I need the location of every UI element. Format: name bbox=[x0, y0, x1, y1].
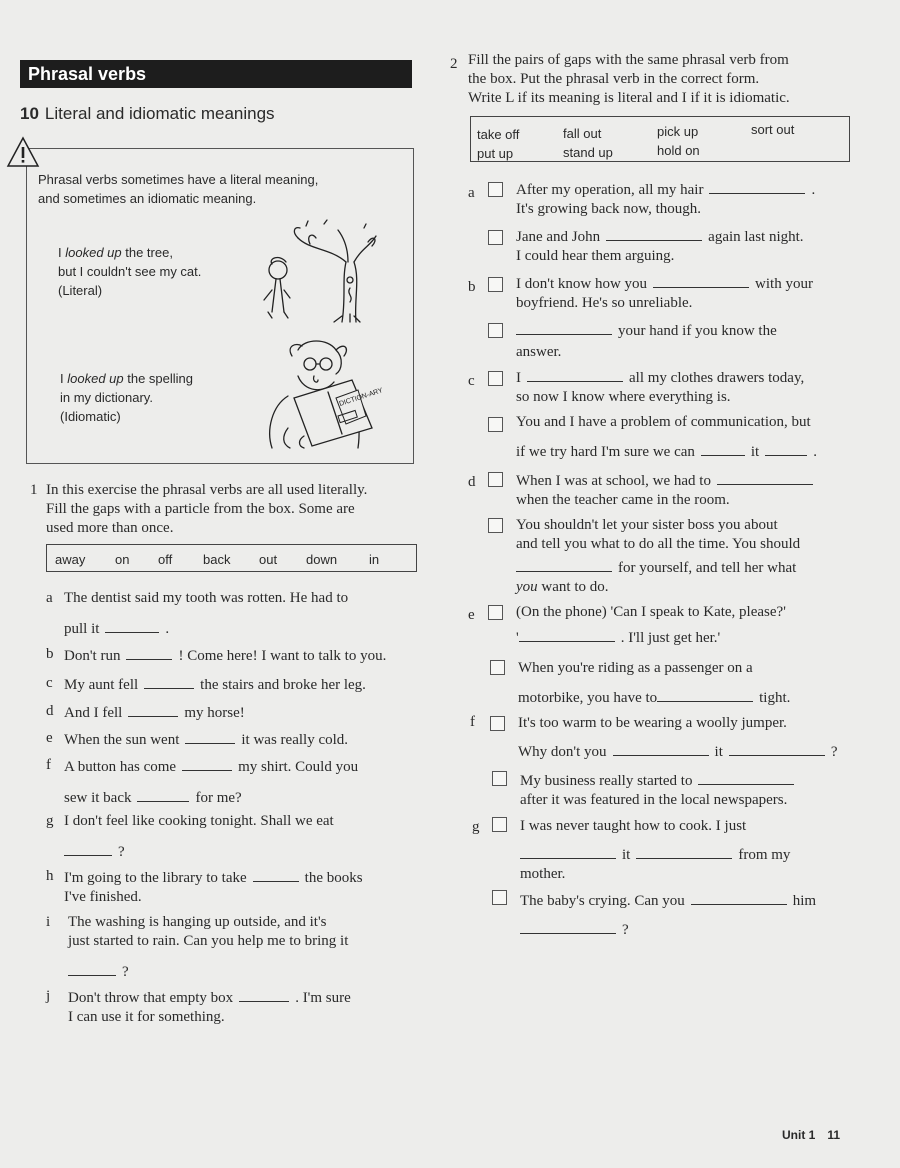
item-text: ? bbox=[830, 744, 838, 760]
answer-blank[interactable] bbox=[253, 867, 299, 882]
ex1-item-d bbox=[46, 702, 245, 723]
item-text: (On the phone) 'Can I speak to Kate, please?' bbox=[516, 604, 786, 620]
answer-blank[interactable] bbox=[653, 273, 749, 288]
ex1-instruction-line-2: Fill the gaps with a particle from the box. Some are bbox=[46, 501, 355, 517]
example-1-line-2: but I couldn't see my cat. bbox=[58, 264, 202, 279]
example-2-post: the spelling bbox=[123, 371, 194, 386]
example-2-pre: I bbox=[60, 371, 68, 386]
item-letter: i bbox=[46, 914, 51, 930]
item-letter: g bbox=[472, 819, 480, 835]
unit-label: Unit 1 bbox=[782, 1128, 816, 1142]
item-letter: a bbox=[46, 590, 53, 606]
item-text: . I'm sure bbox=[295, 990, 351, 1006]
item-letter: e bbox=[468, 607, 475, 623]
answer-checkbox[interactable] bbox=[490, 716, 505, 731]
item-text: I don't know how you bbox=[516, 276, 648, 292]
answer-blank[interactable] bbox=[613, 741, 709, 756]
example-1-label: (Literal) bbox=[58, 283, 103, 298]
info-intro-line-2: and sometimes an idiomatic meaning. bbox=[38, 191, 257, 206]
ex2-item-d-1 bbox=[516, 470, 819, 510]
answer-blank[interactable] bbox=[64, 841, 112, 856]
ex2-item-g-1 bbox=[520, 817, 790, 884]
example-2-line-2: in my dictionary. bbox=[60, 390, 153, 405]
item-text: And I fell bbox=[64, 705, 123, 721]
item-text: I could hear them arguing. bbox=[516, 248, 675, 264]
word-option: pick up bbox=[657, 124, 699, 139]
item-letter: b bbox=[46, 646, 54, 662]
example-1-verb: looked up bbox=[65, 245, 122, 260]
info-intro bbox=[38, 170, 378, 208]
item-text: it was really cold. bbox=[241, 732, 349, 748]
answer-blank[interactable] bbox=[105, 618, 159, 633]
ex1-item-i bbox=[46, 913, 348, 982]
item-text: for yourself, and tell her what bbox=[618, 560, 797, 576]
answer-blank[interactable] bbox=[527, 367, 623, 382]
answer-blank[interactable] bbox=[606, 226, 702, 241]
info-intro-line-1: Phrasal verbs sometimes have a literal meaning, bbox=[38, 172, 319, 187]
answer-blank[interactable] bbox=[701, 441, 745, 456]
item-text: want to do. bbox=[537, 579, 609, 595]
item-text: you bbox=[516, 579, 538, 595]
ex2-instruction-line-2: the box. Put the phrasal verb in the correct form. bbox=[468, 71, 760, 87]
item-text: The dentist said my tooth was rotten. He had to bbox=[64, 590, 349, 606]
ex1-instruction-line-3: used more than once. bbox=[46, 520, 174, 536]
ex2-item-e-1 bbox=[516, 603, 786, 648]
example-2-verb: looked up bbox=[67, 371, 124, 386]
ex1-item-g bbox=[46, 812, 334, 862]
item-letter: e bbox=[46, 730, 53, 746]
answer-blank[interactable] bbox=[516, 557, 612, 572]
word-option: in bbox=[369, 552, 380, 567]
item-letter: b bbox=[468, 279, 476, 295]
item-text: It's too warm to be wearing a woolly jumper. bbox=[518, 715, 787, 731]
ex2-item-f-2 bbox=[520, 770, 800, 810]
item-letter: j bbox=[46, 988, 51, 1004]
answer-blank[interactable] bbox=[698, 770, 794, 785]
item-text: my shirt. Could you bbox=[238, 759, 359, 775]
answer-checkbox[interactable] bbox=[488, 417, 503, 432]
ex1-item-a bbox=[46, 589, 348, 639]
answer-blank[interactable] bbox=[691, 890, 787, 905]
example-1-post: the tree, bbox=[121, 245, 173, 260]
ex1-item-j bbox=[46, 987, 351, 1027]
example-literal bbox=[58, 243, 201, 300]
answer-blank[interactable] bbox=[765, 441, 807, 456]
item-text: the books bbox=[304, 870, 363, 886]
item-text: When you're riding as a passenger on a bbox=[518, 660, 753, 676]
item-text: boyfriend. He's so unreliable. bbox=[516, 295, 693, 311]
page-number: 11 bbox=[827, 1128, 841, 1142]
warning-icon bbox=[6, 136, 40, 173]
word-option: out bbox=[259, 552, 278, 567]
answer-blank[interactable] bbox=[636, 844, 732, 859]
item-text: The washing is hanging up outside, and it's bbox=[68, 914, 327, 930]
example-idiomatic bbox=[60, 369, 193, 426]
ex2-instruction bbox=[450, 51, 850, 108]
word-option: on bbox=[115, 552, 130, 567]
item-letter: d bbox=[468, 474, 476, 490]
answer-checkbox[interactable] bbox=[488, 605, 503, 620]
dictionary-cartoon-illustration bbox=[258, 336, 384, 459]
ex2-word-box bbox=[470, 116, 850, 162]
ex2-item-e-2 bbox=[518, 659, 790, 708]
answer-blank[interactable] bbox=[516, 320, 612, 335]
item-text: it bbox=[750, 444, 760, 460]
item-text: your hand if you know the bbox=[618, 323, 777, 339]
word-option: stand up bbox=[563, 145, 613, 160]
item-text: When the sun went bbox=[64, 732, 180, 748]
item-letter: h bbox=[46, 868, 54, 884]
item-text: It's growing back now, though. bbox=[516, 201, 702, 217]
answer-checkbox[interactable] bbox=[492, 890, 507, 905]
ex1-item-c bbox=[46, 674, 366, 695]
item-letter: a bbox=[468, 185, 475, 201]
answer-blank[interactable] bbox=[68, 961, 116, 976]
item-text: ! Come here! I want to talk to you. bbox=[178, 648, 387, 664]
ex1-instruction-line-1: In this exercise the phrasal verbs are all used literally. bbox=[46, 482, 368, 498]
answer-blank[interactable] bbox=[657, 687, 753, 702]
item-text: ' bbox=[516, 630, 519, 646]
chapter-title: Phrasal verbs bbox=[28, 64, 147, 84]
item-text: all my clothes drawers today, bbox=[629, 370, 805, 386]
item-text: from my bbox=[738, 847, 791, 863]
item-text: again last night. bbox=[708, 229, 804, 245]
ex2-item-d-2 bbox=[516, 516, 800, 597]
item-text: just started to rain. Can you help me to bring it bbox=[68, 933, 349, 949]
word-option: hold on bbox=[657, 143, 700, 158]
page-footer bbox=[782, 1128, 840, 1142]
answer-checkbox[interactable] bbox=[488, 277, 503, 292]
item-text: answer. bbox=[516, 344, 562, 360]
item-text: tight. bbox=[759, 690, 791, 706]
ex2-item-c-2 bbox=[516, 413, 817, 462]
example-1-pre: I bbox=[58, 245, 66, 260]
answer-checkbox[interactable] bbox=[488, 182, 503, 197]
item-text: I'm going to the library to take bbox=[64, 870, 247, 886]
item-text: him bbox=[792, 893, 817, 909]
item-text: it bbox=[714, 744, 723, 760]
ex1-item-b bbox=[46, 645, 386, 666]
answer-blank[interactable] bbox=[709, 179, 805, 194]
ex1-item-h bbox=[46, 867, 363, 907]
answer-checkbox[interactable] bbox=[490, 660, 505, 675]
item-text: When I was at school, we had to bbox=[516, 473, 711, 489]
word-option: away bbox=[55, 552, 86, 567]
answer-blank[interactable] bbox=[128, 702, 178, 717]
item-letter: g bbox=[46, 813, 54, 829]
item-text: A button has come bbox=[64, 759, 177, 775]
answer-checkbox[interactable] bbox=[488, 230, 503, 245]
item-letter: c bbox=[46, 675, 53, 691]
word-option: fall out bbox=[563, 126, 602, 141]
answer-checkbox[interactable] bbox=[488, 518, 503, 533]
item-text: Why don't you bbox=[518, 744, 607, 760]
item-text: I can use it for something. bbox=[68, 1009, 225, 1025]
ex2-number: 2 bbox=[450, 56, 458, 72]
section-title: Literal and idiomatic meanings bbox=[44, 104, 275, 123]
word-option: back bbox=[203, 552, 231, 567]
ex1-instruction bbox=[30, 481, 410, 538]
answer-blank[interactable] bbox=[185, 729, 235, 744]
word-option: down bbox=[306, 552, 338, 567]
dictionary-cover-label: DICTION-ARY bbox=[338, 387, 384, 408]
item-text: My aunt fell bbox=[64, 677, 139, 693]
ex2-item-c-1 bbox=[516, 367, 804, 407]
item-text: I don't feel like cooking tonight. Shall we eat bbox=[64, 813, 334, 829]
answer-checkbox[interactable] bbox=[488, 371, 503, 386]
item-text: with your bbox=[755, 276, 813, 292]
answer-checkbox[interactable] bbox=[492, 817, 507, 832]
item-text: after it was featured in the local newspapers. bbox=[520, 792, 788, 808]
answer-blank[interactable] bbox=[729, 741, 825, 756]
ex1-word-box bbox=[46, 544, 417, 572]
answer-checkbox[interactable] bbox=[492, 771, 507, 786]
item-text: when the teacher came in the room. bbox=[516, 492, 730, 508]
item-text: and tell you what to do all the time. You should bbox=[516, 536, 801, 552]
item-text: After my operation, all my hair bbox=[516, 182, 704, 198]
word-option: put up bbox=[477, 146, 514, 161]
item-text: I was never taught how to cook. I just bbox=[520, 818, 747, 834]
section-heading bbox=[20, 104, 275, 124]
item-text: . bbox=[813, 444, 817, 460]
answer-blank[interactable] bbox=[717, 470, 813, 485]
ex2-item-f-1 bbox=[518, 714, 838, 762]
item-text: ? bbox=[622, 922, 629, 938]
item-text: motorbike, you have to bbox=[518, 690, 658, 706]
item-text: . bbox=[811, 182, 816, 198]
answer-blank[interactable] bbox=[137, 787, 189, 802]
answer-blank[interactable] bbox=[182, 756, 232, 771]
answer-checkbox[interactable] bbox=[488, 472, 503, 487]
item-text: the stairs and broke her leg. bbox=[200, 677, 366, 693]
item-text: I've finished. bbox=[64, 889, 142, 905]
ex2-item-a-2 bbox=[516, 226, 804, 266]
word-option: off bbox=[158, 552, 173, 567]
chapter-title-bar bbox=[20, 60, 412, 88]
ex2-instruction-line-3: Write L if its meaning is literal and I if it is idiomatic. bbox=[468, 90, 790, 106]
word-option: sort out bbox=[751, 122, 795, 137]
item-text: ? bbox=[118, 844, 125, 860]
word-option: take off bbox=[477, 127, 520, 142]
answer-blank[interactable] bbox=[520, 919, 616, 934]
ex2-instruction-line-1: Fill the pairs of gaps with the same phrasal verb from bbox=[468, 52, 789, 68]
item-text: Jane and John bbox=[516, 229, 601, 245]
item-text: if we try hard I'm sure we can bbox=[516, 444, 695, 460]
tree-cartoon-illustration bbox=[250, 218, 380, 333]
item-text: ? bbox=[122, 964, 129, 980]
item-text: sew it back bbox=[64, 790, 132, 806]
answer-blank[interactable] bbox=[126, 645, 172, 660]
item-text: The baby's crying. Can you bbox=[520, 893, 685, 909]
item-text: so now I know where everything is. bbox=[516, 389, 731, 405]
section-number: 10 bbox=[20, 104, 39, 123]
example-2-label: (Idiomatic) bbox=[60, 409, 121, 424]
item-text: You and I have a problem of communication, but bbox=[516, 414, 811, 430]
item-text: my horse! bbox=[184, 705, 245, 721]
ex1-item-f bbox=[46, 756, 358, 808]
answer-checkbox[interactable] bbox=[488, 323, 503, 338]
item-text: My business really started to bbox=[520, 773, 693, 789]
item-text: mother. bbox=[520, 866, 566, 882]
answer-blank[interactable] bbox=[519, 627, 615, 642]
ex2-item-b-2 bbox=[516, 320, 777, 362]
ex1-item-e bbox=[46, 729, 348, 750]
item-letter: c bbox=[468, 373, 475, 389]
ex2-item-b-1 bbox=[516, 273, 813, 313]
item-letter: f bbox=[470, 714, 475, 730]
item-text: for me? bbox=[195, 790, 242, 806]
item-text: Don't throw that empty box bbox=[68, 990, 234, 1006]
item-text: . bbox=[165, 621, 170, 637]
ex1-number: 1 bbox=[30, 482, 38, 498]
item-text: pull it bbox=[64, 621, 100, 637]
answer-blank[interactable] bbox=[239, 987, 289, 1002]
ex2-item-a-1 bbox=[516, 179, 815, 219]
item-letter: f bbox=[46, 757, 51, 773]
item-text: You shouldn't let your sister boss you about bbox=[516, 517, 778, 533]
item-text: I bbox=[516, 370, 521, 386]
item-letter: d bbox=[46, 703, 54, 719]
item-text: it bbox=[622, 847, 631, 863]
answer-blank[interactable] bbox=[144, 674, 194, 689]
item-text: . I'll just get her.' bbox=[620, 630, 721, 646]
answer-blank[interactable] bbox=[520, 844, 616, 859]
ex2-item-g-2 bbox=[520, 890, 816, 940]
item-text: Don't run bbox=[64, 648, 121, 664]
